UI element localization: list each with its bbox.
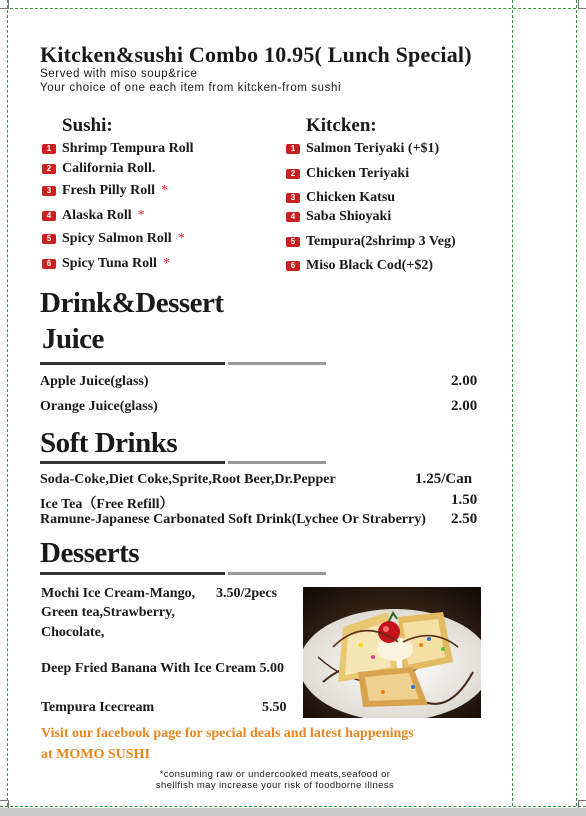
kitchen-item [286, 141, 439, 157]
soft-drinks-heading: Soft Drinks [40, 427, 178, 459]
sushi-heading: Sushi: [62, 115, 113, 136]
section-rule-dark [40, 362, 225, 365]
dessert-flavors: Chocolate, [41, 625, 105, 640]
promo-text: Visit our facebook page for special deals and latest happenings [41, 726, 414, 741]
kitchen-item-name: Miso Black Cod(+$2) [306, 258, 433, 273]
combo-instructions: Your choice of one each item from kitcken-from sushi [40, 82, 342, 94]
dessert-name: Tempura Icecream [41, 700, 155, 715]
section-rule-light [228, 572, 326, 575]
sushi-item-name: Shrimp Tempura Roll [62, 141, 194, 156]
combo-subtitle: Served with miso soup&rice [40, 68, 198, 80]
sushi-item [42, 141, 193, 157]
dessert-name: Deep Fried Banana With Ice Cream 5.00 [41, 661, 285, 676]
soft-drink-price: 1.25/Can [415, 471, 473, 487]
number-badge: 5 [286, 237, 300, 247]
sushi-item [42, 183, 168, 199]
dessert-name: Mochi Ice Cream-Mango, [41, 586, 196, 601]
soft-drink-name: Ice Tea（Free Refill） [40, 497, 174, 512]
kitchen-item-name: Tempura(2shrimp 3 Veg) [306, 234, 456, 249]
section-rule-dark [40, 572, 225, 575]
dessert-flavors: Green tea,Strawberry, [41, 605, 175, 620]
crop-mark [578, 0, 586, 9]
sushi-item [42, 256, 170, 272]
sushi-item-name: Fresh Pilly Roll [62, 183, 156, 198]
sushi-item-name: Spicy Salmon Roll [62, 231, 172, 246]
number-badge: 6 [42, 259, 56, 269]
juice-name: Apple Juice(glass) [40, 374, 149, 389]
page-guide-left [7, 0, 8, 816]
kitchen-item-name: Saba Shioyaki [306, 209, 392, 224]
number-badge: 4 [42, 211, 56, 221]
kitchen-item-name: Salmon Teriyaki (+$1) [306, 141, 440, 156]
number-badge: 4 [286, 212, 300, 222]
dessert-price: 3.50/2pecs [216, 586, 278, 601]
section-rule-light [228, 461, 326, 464]
drink-dessert-heading: Drink&Dessert [40, 287, 224, 319]
kitchen-item-name: Chicken Katsu [306, 190, 396, 205]
juice-name: Orange Juice(glass) [40, 399, 158, 414]
number-badge: 1 [286, 144, 300, 154]
window-bottom-bar [0, 808, 586, 816]
section-rule-light [228, 362, 326, 365]
kitchen-item [286, 166, 409, 182]
kitchen-item-name: Chicken Teriyaki [306, 166, 410, 181]
juice-price: 2.00 [451, 373, 478, 389]
kitchen-item [286, 190, 395, 206]
sushi-item-name: California Roll. [62, 161, 156, 176]
soft-drink-price: 2.50 [451, 511, 478, 527]
dessert-price: 5.50 [262, 700, 287, 715]
page-guide-top [0, 8, 586, 9]
page-guide-right-outer [576, 0, 577, 816]
spicy-star: * [137, 208, 145, 223]
sushi-item [42, 161, 155, 177]
juice-heading: Juice [42, 323, 104, 355]
kitchen-heading: Kitcken: [306, 115, 377, 136]
juice-price: 2.00 [451, 398, 478, 414]
promo-text: at MOMO SUSHI [41, 747, 150, 762]
crop-mark [0, 0, 9, 9]
number-badge: 6 [286, 261, 300, 271]
spicy-star: * [162, 256, 170, 271]
kitchen-item [286, 209, 391, 225]
kitchen-item [286, 258, 433, 274]
tempura-ice-cream-image [303, 587, 481, 718]
soft-drink-price: 1.50 [451, 492, 478, 508]
disclaimer-line: shellfish may increase your risk of foodborne illness [155, 780, 395, 791]
page-guide-right-inner [512, 0, 513, 816]
soft-drink-name: Ramune-Japanese Carbonated Soft Drink(Lychee Or Straberry) [40, 512, 426, 527]
disclaimer [110, 769, 440, 791]
number-badge: 2 [286, 169, 300, 179]
sushi-item [42, 208, 145, 224]
number-badge: 3 [42, 186, 56, 196]
section-rule-dark [40, 461, 225, 464]
number-badge: 3 [286, 193, 300, 203]
number-badge: 5 [42, 234, 56, 244]
disclaimer-line: *consuming raw or undercooked meats,seafood or [159, 769, 391, 780]
dessert-photo [303, 587, 481, 718]
sushi-item [42, 231, 185, 247]
sushi-item-name: Spicy Tuna Roll [62, 256, 157, 271]
combo-title: Kitcken&sushi Combo 10.95( Lunch Special) [40, 42, 472, 67]
number-badge: 1 [42, 144, 56, 154]
spicy-star: * [161, 183, 169, 198]
sushi-item-name: Alaska Roll [62, 208, 132, 223]
desserts-heading: Desserts [40, 537, 140, 569]
kitchen-item [286, 234, 456, 250]
number-badge: 2 [42, 164, 56, 174]
soft-drink-name: Soda-Coke,Diet Coke,Sprite,Root Beer,Dr.Pepper [40, 472, 336, 487]
spicy-star: * [177, 231, 185, 246]
page-guide-bottom [0, 806, 586, 807]
